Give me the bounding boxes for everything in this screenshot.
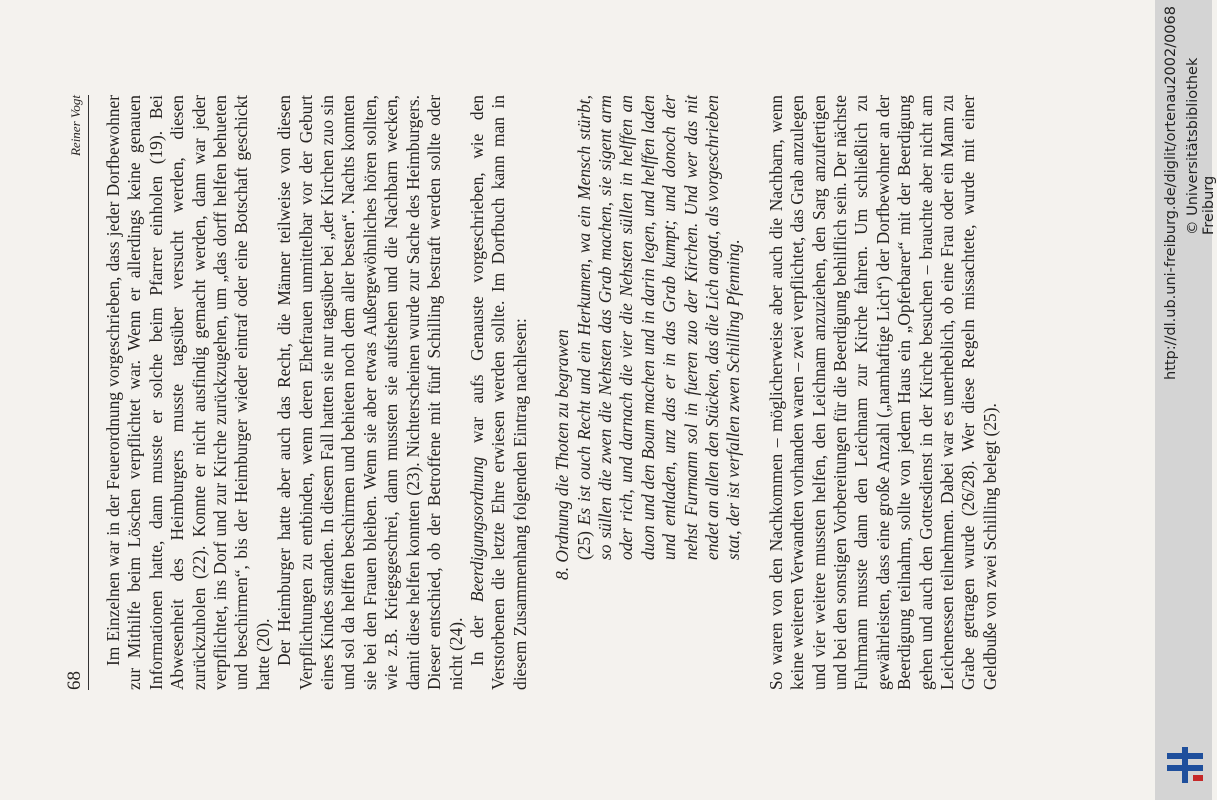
quote-number: (25)	[573, 531, 594, 560]
quote-text	[574, 95, 745, 690]
paragraph-3	[467, 95, 531, 690]
running-head-author: Reiner Vogt	[68, 95, 83, 157]
quoted-entry	[552, 95, 745, 690]
paragraph-2: Der Heimburger hatte aber auch das Recht, die Männer teilweise von diesen Verpflichtungen zu entbinden, wenn deren Ehefrauen unmittelbar vor der Geburt eines Kindes standen. In diesem Fall hatten sie nur tagsüber bei „der Kirchen zuo sin und sol da helffen beschirmen und behieten noch dem aller besten“. Nachts konnten sie bei den Frauen bleiben. Wenn sie aber etwas Außergewöhnliches hören sollten, wie z.B. Kriegsgeschrei, dann mussten sie aufstehen und die Nachbarn wecken, damit diese helfen konnten (23). Nichterscheinen wurde zur Sache des Heimburgers. Dieser entschied, ob der Betroffene mit fünf Schilling bestraft werden sollte oder nicht (24).	[274, 95, 466, 690]
paragraph-1: Im Einzelnen war in der Feuerordnung vorgeschrieben, dass jeder Dorfbewohner zur Mithilfe beim Löschen verpflichtet war. Wenn er allerdings keine genauen Informationen hatte, dann musste er solche beim Pfarrer einholen (19). Bei Abwesenheit des Heimburgers musste tagsüber versucht werden, diesen zurückzuholen (22). Konnte er nicht ausfindig gemacht werden, dann war jeder verpflichtet, ins Dorf und zur Kirche zurückzugehen, um „das dorff helfen behueten und beschirmen“, bis der Heimburger wieder eintraf oder eine Botschaft geschickt hatte (20).	[103, 95, 273, 690]
library-logo-icon	[1165, 745, 1205, 785]
body-text	[103, 95, 1001, 690]
strip-container	[1155, 0, 1217, 800]
copyright-notice: © Universitätsbibliothek Freiburg	[1185, 57, 1217, 235]
paragraph-3-before: In der	[466, 602, 487, 666]
source-url[interactable]: http://dl.ub.uni-freiburg.de/diglit/ortenau2002/0068	[1163, 6, 1179, 380]
quote-title: 8. Ordnung die Thoten zu begrawen	[552, 329, 573, 580]
paragraph-3-emphasis: Beerdigungsordnung	[466, 456, 487, 603]
page-header	[62, 95, 89, 690]
paragraph-3-after: war aufs Genauste vorgeschrieben, wie den Verstorbenen die letzte Ehre erwiesen werden sollte. Im Dorfbuch kann man in diesem Zusammenhang folgenden Eintrag nachlesen:	[466, 95, 530, 690]
paragraph-4: So waren von den Nachkommen – möglicherweise aber auch die Nachbarn, wenn keine weiteren Verwandten vorhanden waren – zwei verpflichtet, das Grab anzulegen und vier weitere mussten helfen, den Leichnam anzuziehen, den Sarg anzufertigen und bei den sonstigen Vorbereitungen für die Beerdigung behilflich sein. Der nächste Fuhrmann musste dann den Leichnam zur Kirche fahren. Um schließlich zu gewährleisten, dass eine große Anzahl („namhaftige Lich“) der Dorfbewohner an der Beerdigung teilnahm, sollte von jedem Haus ein „Opferbarer“ mit der Beerdigung gehen und auch den Gottesdienst in der Kirche besuchen – brauchte aber nicht am Leichenessen teilnehmen. Dabei war es unerheblich, ob eine Frau oder ein Mann zu Grabe getragen wurde (26/28). Wer diese Regeln missachtete, wurde mit einer Geldbuße von zwei Schilling belegt (25).	[765, 95, 1000, 690]
quote-body: Es ist ouch Recht und ein Herkumen, wa ein Mensch stürbt, so süllen die zwen die Nehsten das Grab machen, sie sigent arm oder rich, und darnach die vier die Nehsten süllen in helffen an duon und den Boum machen und in darin legen, und helffen laden und entladen, unz das er in das Grab kumpt; und donoch der nehst Furmann sol in fueren zuo der Kirchen. Und wer das nit endet an allen den Stücken, das die Lich angat, als vorgeschrieben stat, der ist verfallen zwen Schilling Pfenning.	[573, 95, 744, 560]
page-number: 68	[64, 671, 85, 690]
strip-text	[1155, 0, 1217, 800]
